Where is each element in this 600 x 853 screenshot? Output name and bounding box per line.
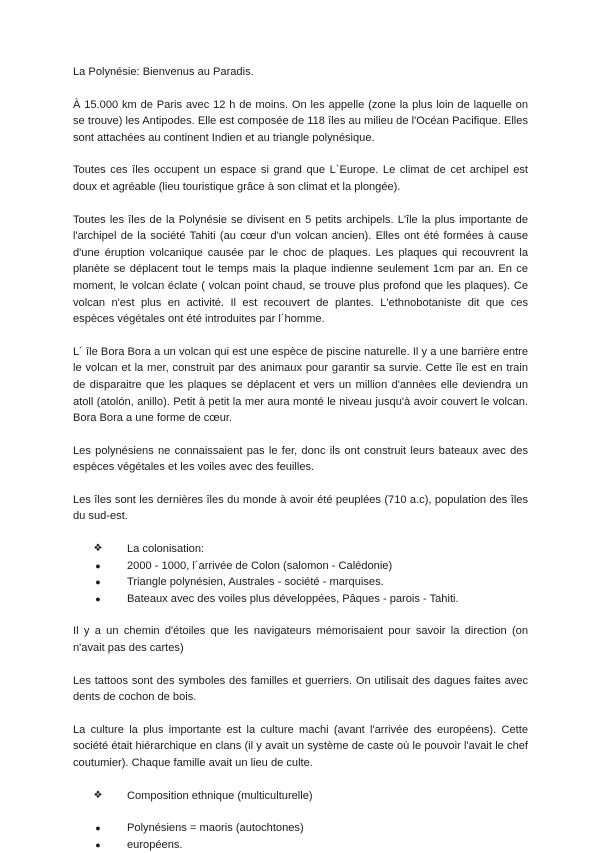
paragraph-location: À 15.000 km de Paris avec 12 h de moins. On les appelle (zone la plus loin de laquelle on se trouve) les Antipodes. Elle est composée de 118 îles au milieu de l'Océan Pacifique. Elles sont attachées au continent Indien et au triangle polynésique.	[73, 98, 528, 144]
list-heading	[91, 788, 528, 805]
list-item	[91, 820, 528, 837]
list-heading	[91, 541, 528, 558]
paragraph-tattoos: Les tattoos sont des symboles des familles et guerriers. On utilisait des dagues faites avec dents de cochon de bois.	[73, 674, 528, 704]
list-item-text: européens.	[127, 838, 183, 851]
list-spacer	[91, 804, 528, 820]
paragraph-archipelagos: Toutes les îles de la Polynésie se divisent en 5 petits archipels. L'île la plus importante de l'archipel de la société Tahiti (au cœur d'un volcan ancien). Elles ont été formées à cause d'une éruption volcanique causée par le choc de plaques. Les plaques qui recouvrent la planète se déplacent tout le temps mais la plaque indienne seulement 1cm par an. En ce moment, le volcan éclate ( volcan point chaud, se trouve plus profond que les plaques). Ce volcan n'est plus en activité. Il est recouvert de plantes. L'ethnobotaniste dit que ces espèces végétales ont été introduites par l´homme.	[73, 213, 528, 326]
paragraph-population: Les îles sont les dernières îles du monde à avoir été peuplées (710 a.c), population des îles du sud-est.	[73, 493, 528, 523]
bullet-icon: ●	[95, 593, 101, 604]
ethnic-composition-list	[73, 788, 528, 853]
diamond-bullet-icon: ❖	[93, 543, 103, 555]
bullet-icon: ●	[95, 560, 101, 571]
list-item-text: Polynésiens = maoris (autochtones)	[127, 822, 304, 835]
document-title: La Polynésie: Bienvenus au Paradis.	[73, 66, 254, 78]
bullet-icon: ●	[95, 839, 101, 850]
list-item	[91, 574, 528, 591]
paragraph-boats: Les polynésiens ne connaissaient pas le fer, donc ils ont construit leurs bateaux avec des espèces végétales et les voiles avec des feuilles.	[73, 444, 528, 474]
list-heading-text: Composition ethnique (multiculturelle)	[127, 789, 313, 802]
list-item-text: Triangle polynésien, Australes - société - marquises.	[127, 576, 384, 589]
paragraph-culture: La culture la plus importante est la culture machi (avant l'arrivée des européens). Cette société était hiérarchique en clans (il y avait un système de caste où le pouvoir l'avait le chef coutumier). Chaque famille avait un lieu de culte.	[73, 723, 528, 769]
bullet-icon: ●	[95, 577, 101, 588]
list-item-text: Bateaux avec des voiles plus développées, Pâques - parois - Tahiti.	[127, 592, 459, 605]
list-item-text: 2000 - 1000, l´arrivée de Colon (salomon - Calédonie)	[127, 559, 393, 572]
bullet-icon: ●	[95, 823, 101, 834]
list-item	[91, 558, 528, 575]
paragraph-stars: Il y a un chemin d'étoiles que les navigateurs mémorisaient pour savoir la direction (on n'avait pas des cartes)	[73, 625, 528, 655]
diamond-bullet-icon: ❖	[93, 789, 103, 801]
list-heading-text: La colonisation:	[127, 543, 205, 556]
paragraph-climate: Toutes ces îles occupent un espace si grand que L`Europe. Le climat de cet archipel est doux et agréable (lieu touristique grâce à son climat et la plongée).	[73, 164, 528, 193]
paragraph-bora-bora: L´ île Bora Bora a un volcan qui est une espèce de piscine naturelle. Il y a une barrière entre le volcan et la mer, construit par des animaux pour garantir sa survie. Cette île est en train de disparaitre que les plaques se déplacent et vers un million d'années elle deviendra un atoll (atolón, anillo). Petit à petit la mer aura monté le niveau jusqu'à avoir couvert le volcan. Bora Bora a une forme de cœur.	[73, 345, 528, 425]
colonisation-list	[73, 541, 528, 607]
list-item	[91, 591, 528, 608]
list-item	[91, 837, 528, 853]
